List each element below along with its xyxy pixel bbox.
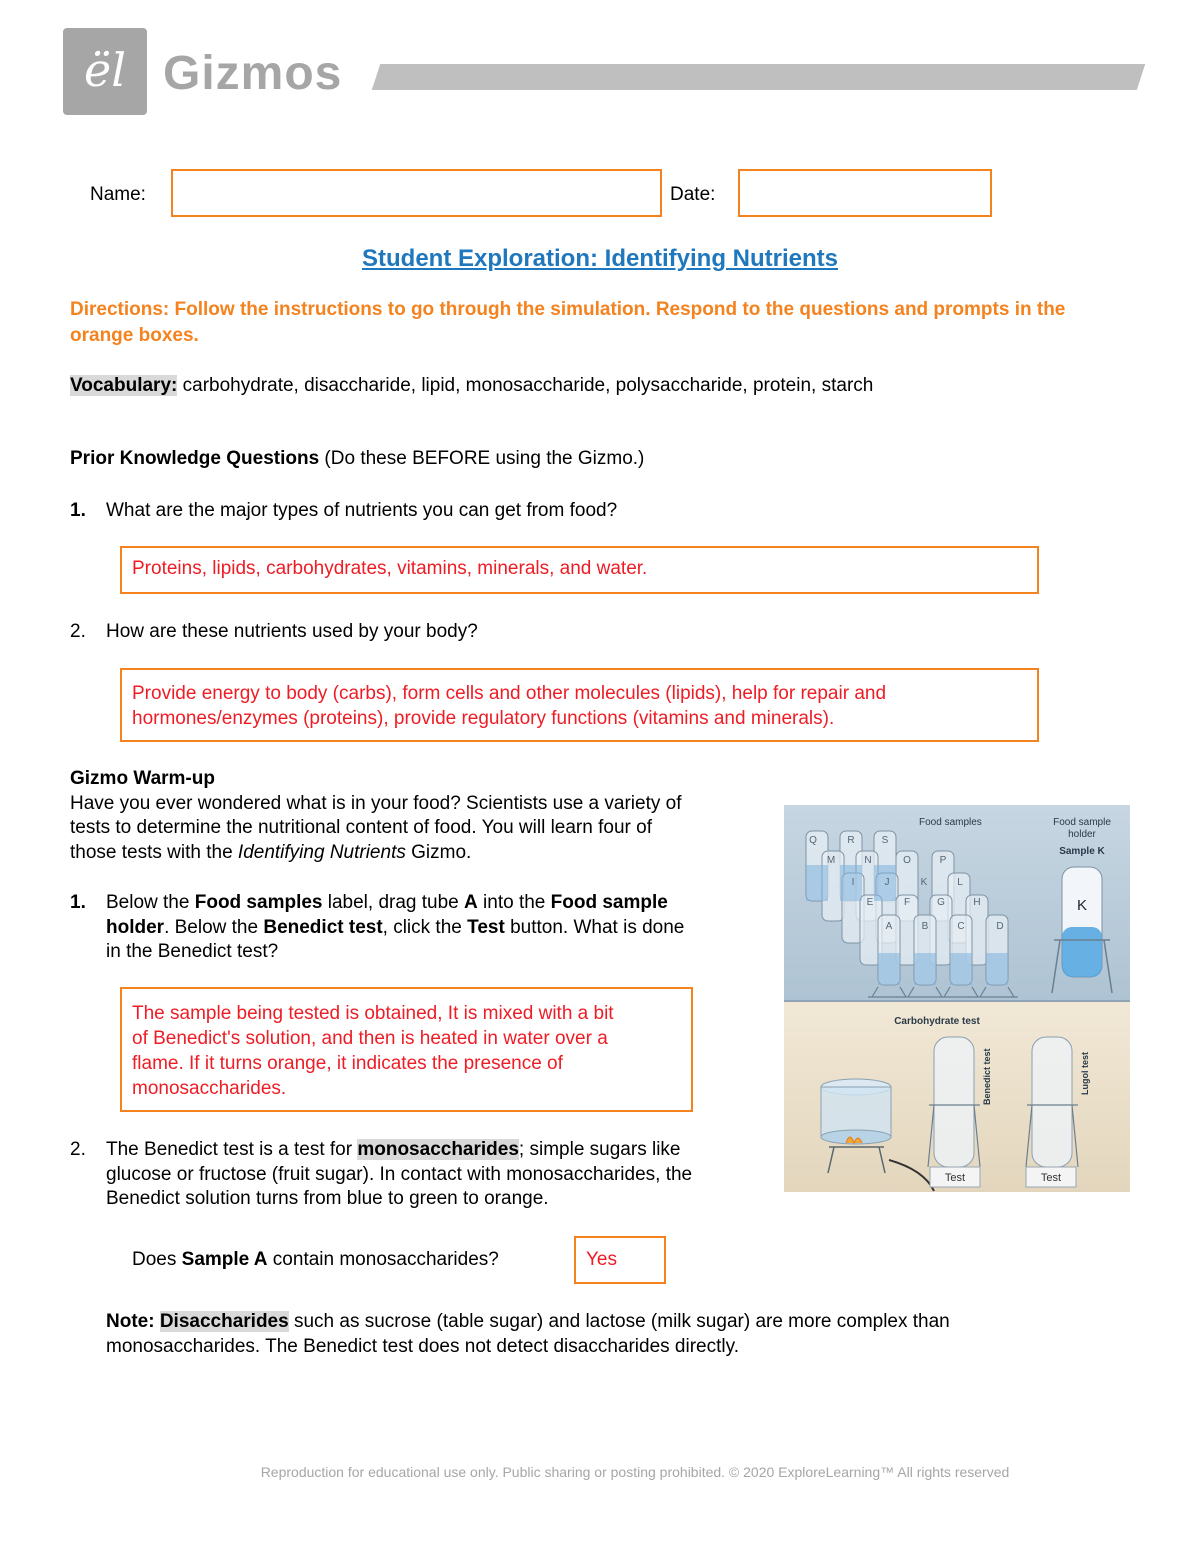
question-1: 1. What are the major types of nutrients you can get from food? xyxy=(70,500,618,521)
tube-letter-e: E xyxy=(866,897,874,908)
directions: Directions: Follow the instructions to go through the simulation. Respond to the questions and prompts in the orange boxes. xyxy=(70,299,1066,346)
gizmo-simulation-figure xyxy=(784,805,1130,1192)
answer-box-4[interactable]: Yes xyxy=(574,1236,666,1284)
tube-letter-c: C xyxy=(957,921,965,932)
warmup-question-1: 1. Below the Food samples label, drag tube A into the Food sample holder. Below the Benedict test, click the Test button. What is done in the Benedict test? xyxy=(70,892,685,962)
tube-letter-j: J xyxy=(884,877,890,888)
tube-letter-s: S xyxy=(881,835,889,846)
tube-letter-a: A xyxy=(885,921,893,932)
warmup-section: Gizmo Warm-up Have you ever wondered what is in your food? Scientists use a variety of tests to determine the nutritional content of food. You will learn four of those tests with the Identifying Nutrients Gizmo. xyxy=(70,767,790,865)
holder-tube-letter: K xyxy=(1076,897,1088,914)
name-field[interactable] xyxy=(171,169,662,217)
vocabulary-label: Vocabulary: xyxy=(70,375,178,396)
tube-letter-k: K xyxy=(920,877,928,888)
tube-letter-l: L xyxy=(957,877,963,888)
lugol-test-label: Lugol test xyxy=(1080,1052,1090,1095)
answer-box-3[interactable]: The sample being tested is obtained, It is mixed with a bit of Benedict's solution, and then is heated in water over a flame. If it turns orange, it indicates the presence of monosaccharides. xyxy=(120,987,693,1112)
header-bar xyxy=(372,64,1145,90)
date-label: Date: xyxy=(670,184,716,205)
page-title: Student Exploration: Identifying Nutrients xyxy=(362,245,838,272)
holder-label-1: Food sample xyxy=(1053,817,1111,828)
benedict-test-label: Benedict test xyxy=(982,1048,992,1105)
answer-box-2[interactable]: Provide energy to body (carbs), form cells and other molecules (lipids), help for repair and hormones/enzymes (proteins), provide regulatory functions (vitamins and minerals). xyxy=(120,668,1039,742)
brand-name: Gizmos xyxy=(163,47,343,100)
holder-label-2: holder xyxy=(1068,829,1096,840)
prior-knowledge-heading: Prior Knowledge Questions (Do these BEFORE using the Gizmo.) xyxy=(70,448,645,469)
name-label: Name: xyxy=(90,184,146,205)
note: Note: Disaccharides such as sucrose (table sugar) and lactose (milk sugar) are more complex than monosaccharides. The Benedict test does not detect disaccharides directly. xyxy=(106,1311,950,1357)
tube-letter-b: B xyxy=(921,921,929,932)
tube-letter-h: H xyxy=(973,897,981,908)
carb-test-label: Carbohydrate test xyxy=(894,1016,980,1027)
vocabulary xyxy=(70,373,1150,399)
vocabulary-terms: carbohydrate, disaccharide, lipid, monosaccharide, polysaccharide, protein, starch xyxy=(177,375,874,396)
benedict-test-button[interactable] xyxy=(930,1167,980,1187)
sample-k-label: Sample K xyxy=(1059,846,1105,857)
footer-copyright: Reproduction for educational use only. Public sharing or posting prohibited. © 2020 ExploreLearning™ All rights reserved xyxy=(260,1464,1010,1480)
tube-letter-r: R xyxy=(847,835,855,846)
logo-glyph: ël xyxy=(84,43,126,97)
question-2: 2. How are these nutrients used by your body? xyxy=(70,621,478,642)
warmup-heading: Gizmo Warm-up xyxy=(70,768,215,789)
food-samples-label: Food samples xyxy=(919,817,982,828)
answer-box-1[interactable]: Proteins, lipids, carbohydrates, vitamins, minerals, and water. xyxy=(120,546,1039,594)
lugol-test-button[interactable] xyxy=(1026,1167,1076,1187)
tube-letter-m: M xyxy=(826,855,836,866)
tube-letter-n: N xyxy=(864,855,872,866)
sample-a-question: Does Sample A contain monosaccharides? xyxy=(132,1249,499,1270)
tube-letter-f: F xyxy=(903,897,911,908)
svg-text:Test: Test xyxy=(944,1172,966,1184)
date-field[interactable] xyxy=(738,169,992,217)
svg-text:Test: Test xyxy=(1040,1172,1062,1184)
tube-letter-i: I xyxy=(851,877,855,888)
tube-letter-p: P xyxy=(939,855,947,866)
tube-letter-q: Q xyxy=(809,835,817,846)
tube-letter-o: O xyxy=(903,855,911,866)
tube-letter-d: D xyxy=(996,921,1004,932)
warmup-question-2: 2. The Benedict test is a test for monosaccharides; simple sugars like glucose or fructose (fruit sugar). In contact with monosaccharides, the Benedict solution turns from blue to green to orange. xyxy=(70,1139,693,1209)
tube-letter-g: G xyxy=(937,897,945,908)
